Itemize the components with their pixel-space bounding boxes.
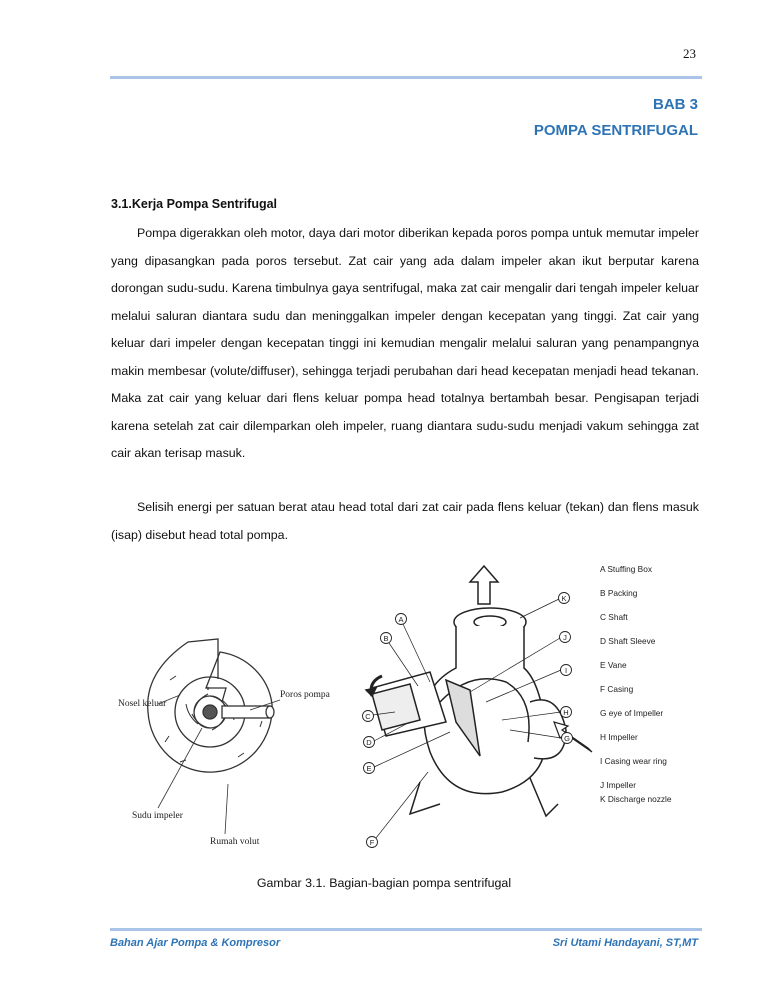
label-nosel-keluar: Nosel keluar: [118, 699, 167, 709]
section-title: 3.1.Kerja Pompa Sentrifugal: [111, 197, 278, 211]
svg-text:D: D: [366, 738, 372, 747]
footer-rule: [110, 928, 702, 931]
legend-item: H Impeller: [600, 732, 638, 742]
legend-item: A Stuffing Box: [600, 564, 652, 574]
poros-pompa-shaft: [222, 706, 270, 718]
label-sudu-impeler: Sudu impeler: [132, 811, 183, 821]
legend-item: C Shaft: [600, 612, 628, 622]
chapter-title: POMPA SENTRIFUGAL: [533, 122, 698, 139]
svg-text:E: E: [366, 764, 372, 773]
label-rumah-volut: Rumah volut: [210, 837, 260, 847]
svg-text:A: A: [398, 615, 404, 624]
chapter-number: BAB 3: [652, 96, 698, 113]
flow-arrows: [165, 676, 262, 762]
svg-text:J: J: [563, 633, 567, 642]
legend-item: F Casing: [600, 684, 634, 694]
label-poros-pompa: Poros pompa: [280, 690, 330, 700]
pump-cutaway: [366, 566, 592, 816]
legend-item: I Casing wear ring: [600, 756, 667, 766]
header-rule: [110, 76, 702, 79]
legend: [600, 564, 672, 804]
paragraph-1-text: Pompa digerakkan oleh motor, daya dari motor diberikan kepada poros pompa untuk memutar impeler yang dipasangkan pada poros tersebut. Zat cair yang ada dalam impeler akan ikut berputar karena dorongan sudu-sudu. Karena timbulnya gaya sentrifugal, maka zat cair mengalir dari tengah impeler keluar melalui saluran diantara sudu dan meninggalkan impeler dengan kecepatan yang tinggi. Zat cair yang keluar dari impeler dengan kecepatan tinggi ini kemudian mengalir melalui saluran yang penampangnya makin membesar (volute/diffuser), sehingga terjadi perubahan dari head kecepatan menjadi head tekanan. Maka zat cair yang keluar dari flens keluar pompa head totalnya bertambah besar. Pengisapan terjadi karena setelah zat cair dilemparkan oleh impeler, ruang diantara sudu-sudu menjadi vakum sehingga zat cair akan terisap masuk.: [111, 226, 699, 460]
page-number: 23: [683, 46, 696, 61]
svg-text:K: K: [561, 594, 567, 603]
paragraph-2: [111, 494, 699, 549]
legend-item: E Vane: [600, 660, 627, 670]
footer-course-title: Bahan Ajar Pompa & Kompresor: [110, 937, 281, 949]
svg-text:G: G: [564, 734, 570, 743]
svg-text:C: C: [365, 712, 371, 721]
svg-text:I: I: [564, 666, 568, 675]
footer-author: Sri Utami Handayani, ST,MT: [552, 937, 698, 949]
paragraph-2-text: Selisih energi per satuan berat atau head total dari zat cair pada flens keluar (tekan) dan flens masuk (isap) disebut head total pompa.: [111, 500, 699, 542]
figure-caption: Gambar 3.1. Bagian-bagian pompa sentrifugal: [256, 876, 512, 890]
svg-text:B: B: [383, 634, 389, 643]
volute-diagram: [148, 639, 274, 772]
svg-text:H: H: [563, 708, 569, 717]
legend-item: J Impeller: [600, 780, 636, 790]
chapter-heading: [534, 92, 698, 144]
paragraph-1: [111, 220, 699, 468]
legend-item: G eye of Impeller: [600, 708, 664, 718]
legend-item: B Packing: [600, 588, 638, 598]
legend-item: D Shaft Sleeve: [600, 636, 656, 646]
discharge-arrow: [470, 566, 498, 604]
pump-figure: [110, 552, 700, 872]
svg-text:F: F: [369, 838, 375, 847]
legend-item: K Discharge nozzle: [600, 794, 672, 804]
